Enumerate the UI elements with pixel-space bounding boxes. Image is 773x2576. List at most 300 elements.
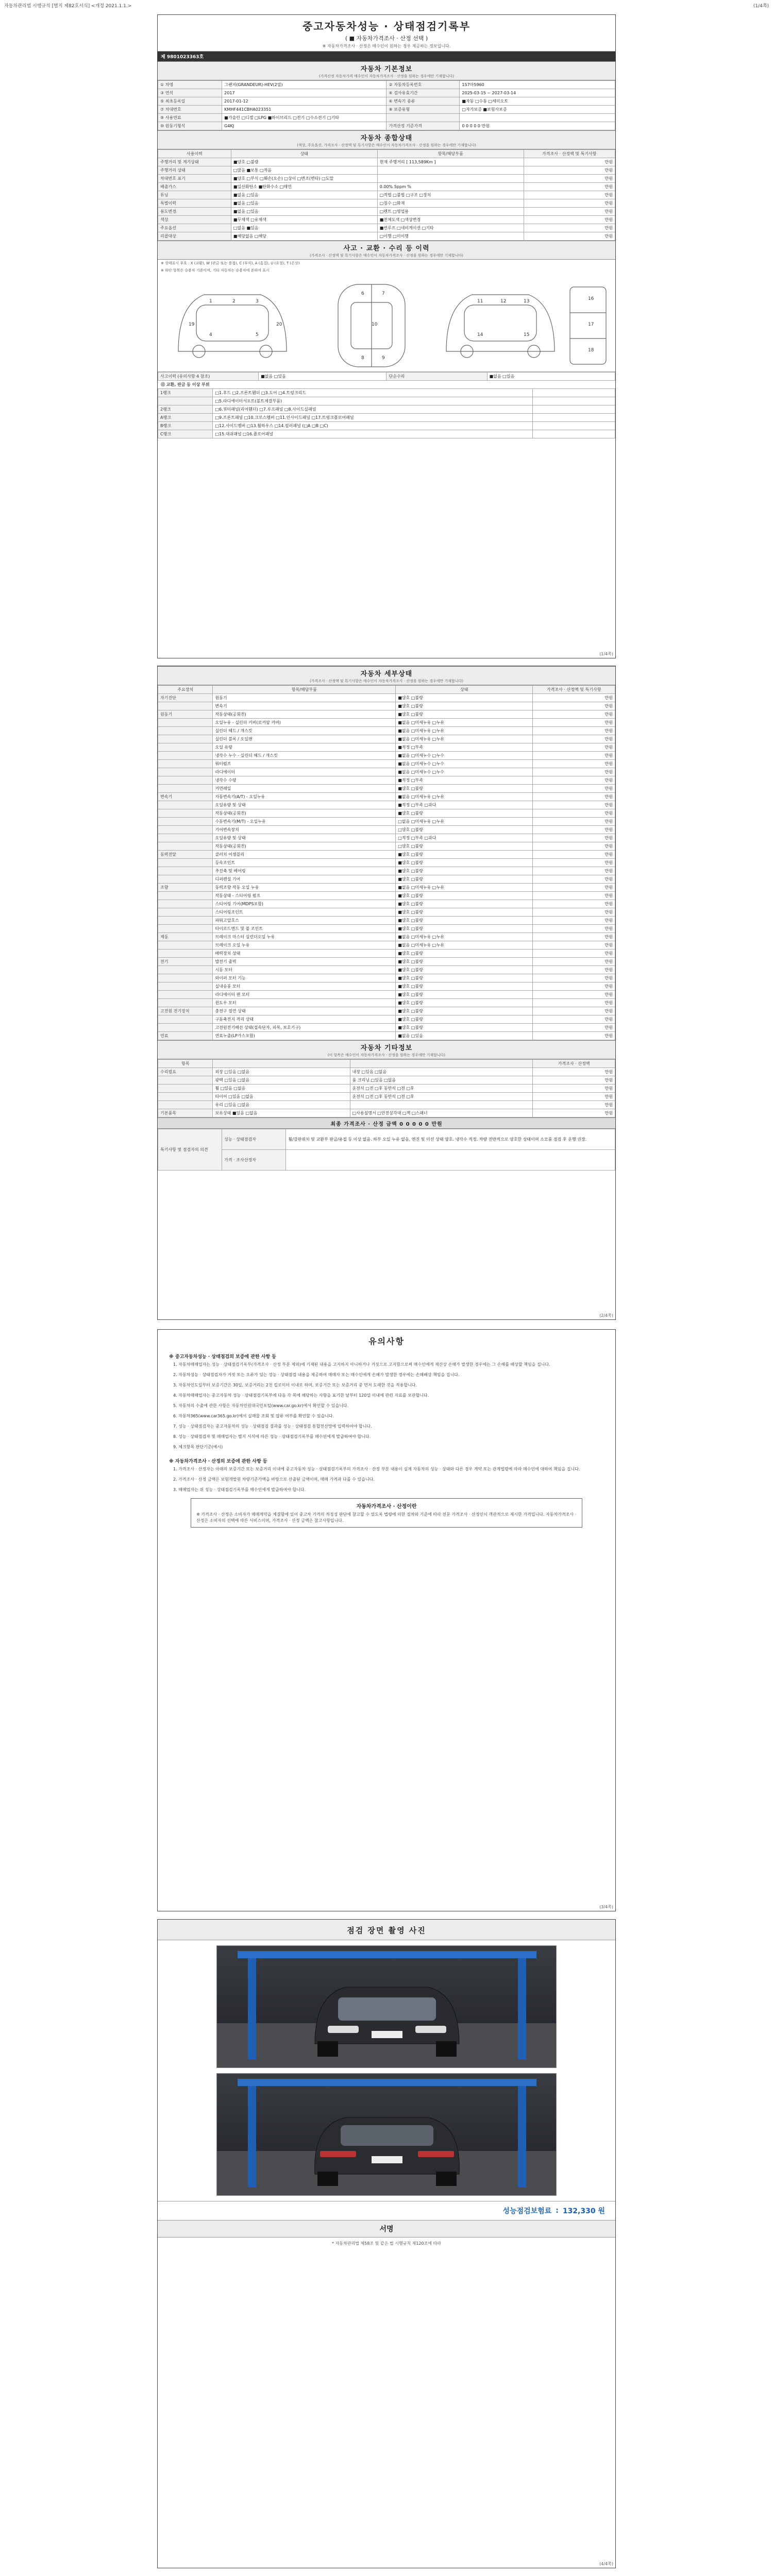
- price-cell: 만원: [533, 818, 615, 826]
- grade-parts: □6.쿼터패널(리어휀더) □7.루프패널 □8.사이드실패널: [213, 405, 533, 414]
- special-notes-row: [158, 1150, 615, 1171]
- status-cell: □적정 □부족 □과다: [396, 834, 533, 842]
- device-label: [158, 991, 213, 999]
- other-info-row: [158, 1109, 615, 1117]
- price-cell: 만원: [533, 859, 615, 867]
- device-label: [158, 950, 213, 958]
- item-label: 리콜대상: [158, 232, 231, 241]
- status-cell: ■적정 □부족 □과다: [396, 801, 533, 809]
- field-label: [386, 114, 460, 122]
- status-cell: ■무채색 □유채색: [231, 216, 377, 224]
- caution-paragraph: 2. 가격조사 · 산정 금액은 보험개발원 차량기준가액을 바탕으로 산출된 금액이며, 매매 가격과 다를 수 있습니다.: [173, 1477, 375, 1482]
- part-label: 발전기 출력: [213, 958, 396, 966]
- price-cell: 만원: [524, 166, 615, 175]
- detail-status-row: [158, 776, 615, 785]
- device-label: [158, 826, 213, 834]
- status-cell: ■양호 □불량: [396, 1007, 533, 1015]
- device-label: 조향: [158, 884, 213, 892]
- detail-status-row: [158, 752, 615, 760]
- price-cell: 만원: [533, 933, 615, 941]
- grade-parts: □5.라디에이터서포트(볼트체결부품): [213, 397, 533, 405]
- status-cell: ■양호 □불량: [396, 1015, 533, 1024]
- price-cell: 만원: [533, 1101, 615, 1109]
- grade-label: B랭크: [158, 422, 213, 430]
- damage-area-header: ⑫ 교환, 판금 등 이상 부위: [161, 382, 210, 387]
- status-cell: ■적정 □부족: [396, 776, 533, 785]
- page-number: (2/4쪽): [599, 1313, 613, 1318]
- item-label: 차대번호 표기: [158, 175, 231, 183]
- device-label: [158, 818, 213, 826]
- basic-info-table: [158, 80, 615, 130]
- price-cell: 만원: [533, 694, 615, 702]
- other-info-row: [158, 1076, 615, 1084]
- detail-status-row: [158, 735, 615, 743]
- status-cell: ■적정 □부족: [396, 743, 533, 752]
- price-cell: 만원: [533, 826, 615, 834]
- price-cell: 만원: [533, 1024, 615, 1032]
- status-cell: [377, 166, 524, 175]
- status-cell: ■썬루프 □네비게이션 □기타: [377, 224, 524, 232]
- damage-legend: ※ 상태표시 부호 : X (교환), W (판금 또는 용접), C (부식), A (흠집), U (요철), T (손상): [161, 261, 300, 265]
- price-cell: 만원: [524, 208, 615, 216]
- status-cell: □없음 ■있음: [231, 224, 377, 232]
- device-label: [158, 1015, 213, 1024]
- detail-status-row: [158, 859, 615, 867]
- diagram-part-number: 1: [209, 299, 212, 304]
- device-label: [158, 867, 213, 875]
- field-value: [460, 114, 615, 122]
- accident-history-title: 사고 · 교환 · 수리 등 이력: [343, 245, 430, 252]
- field-value: ■가솔린 □디젤 □LPG ■하이브리드 □전기 □수소전기 □기타: [222, 114, 386, 122]
- detail-status-row: [158, 851, 615, 859]
- damage-grade-row: [158, 414, 615, 422]
- grade-price: [533, 422, 615, 430]
- device-label: 전기: [158, 958, 213, 966]
- status-cell: ■양호 □불량: [396, 1024, 533, 1032]
- price-cell: 만원: [533, 966, 615, 974]
- column-header: [350, 1060, 533, 1068]
- item-label: 특별이력: [158, 199, 231, 208]
- caution-paragraph: 7. 성능 · 상태점검자는 중고자동차의 성능 · 상태점검 결과를 성능 · 상태점검 통합전산망에 입력하여야 합니다.: [173, 1424, 372, 1429]
- price-cell: 만원: [524, 232, 615, 241]
- part-label: 디퍼렌셜 기어: [213, 875, 396, 884]
- status-cell: ■없음 □미세누유 □누유: [396, 735, 533, 743]
- detail-status-row: [158, 785, 615, 793]
- device-label: [158, 743, 213, 752]
- car-outline-diagram: [158, 274, 615, 372]
- grade-price: [533, 430, 615, 438]
- price-cell: 만원: [533, 958, 615, 966]
- category-label: [158, 1093, 213, 1101]
- item-b: [350, 1101, 533, 1109]
- part-label: 냉각수 수량: [213, 776, 396, 785]
- basic-info-row: [158, 114, 615, 122]
- status-cell: ■양호 □불량: [396, 974, 533, 982]
- price-cell: 만원: [533, 834, 615, 842]
- part-label: 파워고압호스: [213, 917, 396, 925]
- status-cell: ■해당없음 □해당: [231, 232, 377, 241]
- caution-paragraph: 3. 자동차인도일부터 보증기간은 30일, 보증거리는 2천 킬로미터 이내로 하며, 보증기간 또는 보증거리 중 먼저 도래한 것을 적용합니다.: [173, 1383, 417, 1387]
- inspector-opinion: [286, 1150, 615, 1171]
- device-label: [158, 999, 213, 1007]
- overall-status-row: [158, 216, 615, 224]
- vehicle-damage-diagram: [158, 274, 615, 372]
- device-label: 변속기: [158, 793, 213, 801]
- status-cell: ■양호 □불량: [396, 694, 533, 702]
- status-cell: ■양호 □불량: [396, 702, 533, 710]
- detail-status-row: [158, 768, 615, 776]
- status-cell: ■양호 □불량: [231, 158, 377, 166]
- inspector-opinion: 휠/강판위치 및 교환부 판금/용접 등 이상 없음. 하부 오일 누유 없음, 엔진 및 미션 상태 양호. 냉각수 적정. 차량 전반적으로 양호한 상태이며 소모품 점검 후 운행 권장.: [286, 1129, 615, 1150]
- grade-label: 1랭크: [158, 389, 213, 397]
- part-label: 충전구 절연 상태: [213, 1007, 396, 1015]
- grade-price: [533, 397, 615, 405]
- price-cell: 만원: [533, 982, 615, 991]
- diagram-part-number: 9: [382, 355, 385, 361]
- status-cell: ■일산화탄소 ■탄화수소 □매연: [231, 183, 377, 191]
- page-number: (3/4쪽): [599, 1905, 613, 1909]
- detail-status-row: [158, 950, 615, 958]
- status-cell: ■없음 □미세누수 □누수: [396, 752, 533, 760]
- price-cell: 만원: [533, 719, 615, 727]
- device-label: [158, 801, 213, 809]
- status-cell: □렌트 □영업용: [377, 208, 524, 216]
- status-cell: ■없음 □미세누유 □누유: [396, 727, 533, 735]
- price-cell: 만원: [533, 900, 615, 908]
- detail-status-table: [158, 685, 615, 1040]
- part-label: 수동변속기(M/T) - 오일누유: [213, 818, 396, 826]
- part-label: 원동기: [213, 694, 396, 702]
- insurance-fee-row: 성능점검보험료 : 132,330 원: [158, 2201, 615, 2220]
- special-notes-label: 특기사항 및 점검자의 의견: [158, 1129, 222, 1171]
- field-label: ⑩ 원동기형식: [158, 122, 222, 130]
- part-label: 오일유량 및 상태: [213, 801, 396, 809]
- item-label: 주행거리 상태: [158, 166, 231, 175]
- status-cell: ■양호 □불량: [396, 991, 533, 999]
- device-label: [158, 982, 213, 991]
- price-cell: 만원: [524, 199, 615, 208]
- diagram-part-number: 4: [209, 332, 212, 337]
- grade-parts: □15.대쉬패널 □16.플로어패널: [213, 430, 533, 438]
- part-label: 오일 유량: [213, 743, 396, 752]
- caution-paragraph: 8. 성능 · 상태점검자 및 매매업자는 별지 서식에 따른 성능 · 상태점검기록부를 매수인에게 발급하여야 합니다.: [173, 1434, 371, 1439]
- damage-grade-row: [158, 405, 615, 414]
- caution-section-2-title: ※ 자동차가격조사 · 산정의 보증에 관한 사항 등: [169, 1459, 267, 1464]
- status-cell: ■없음 □있음: [231, 191, 377, 199]
- detail-status-row: [158, 1007, 615, 1015]
- diagram-part-number: 3: [256, 299, 259, 304]
- grade-parts: □12.사이드멤버 □13.휠하우스 □14.필러패널 (□A □B □C): [213, 422, 533, 430]
- status-cell: ■양호 □불량: [396, 958, 533, 966]
- price-cell: 만원: [524, 158, 615, 166]
- other-info-title: 자동차 기타정보: [360, 1044, 413, 1052]
- part-label: 실린더 블록 / 오일팬: [213, 735, 396, 743]
- part-label: 커먼레일: [213, 785, 396, 793]
- status-cell: ■양호 □불량: [396, 892, 533, 900]
- basic-info-row: [158, 97, 615, 106]
- price-explanation-text: ※ 가격조사 · 산정은 소비자가 매매계약을 체결함에 있어 중고차 가격의 적정성 판단에 참고할 수 있도록 법령에 의한 절차와 기준에 따라 전문 가격조사 · 산정인이 객관적으로 제시한 가격입니다. 자동차가격조사 · 산정은 소비자의 선택에 따른 서비스이며, 가격조사 · 산정 금액은 참고사항입니다.: [196, 1512, 577, 1523]
- price-cell: 만원: [533, 1015, 615, 1024]
- category-label: [158, 1101, 213, 1109]
- price-cell: 만원: [533, 776, 615, 785]
- field-value: 0 0 0 0 0 만원: [460, 122, 615, 130]
- price-cell: 만원: [524, 191, 615, 199]
- other-info-table: [158, 1059, 615, 1117]
- device-label: 자기진단: [158, 694, 213, 702]
- device-label: [158, 785, 213, 793]
- status-cell: ■없음 □미세누유 □누유: [396, 941, 533, 950]
- status-cell: □적법 □불법 □구조 □장치: [377, 191, 524, 199]
- damage-grade-row: [158, 430, 615, 438]
- detail-status-row: [158, 884, 615, 892]
- device-label: [158, 809, 213, 818]
- detail-status-row: [158, 917, 615, 925]
- status-cell: ■양호 □불량: [396, 867, 533, 875]
- part-label: 작동상태 - 스티어링 펌프: [213, 892, 396, 900]
- special-notes-table: [158, 1129, 615, 1171]
- price-cell: 만원: [533, 884, 615, 892]
- field-value: 157마5960: [460, 81, 615, 89]
- detail-status-row: [158, 974, 615, 982]
- status-cell: ■전체도색 □색상변경: [377, 216, 524, 224]
- overall-status-header: [158, 130, 615, 149]
- column-header: 항목: [158, 1060, 213, 1068]
- inspector-role: 성능 · 상태점검자: [222, 1129, 286, 1150]
- detail-status-row: [158, 908, 615, 917]
- device-label: [158, 842, 213, 851]
- detail-status-row: [158, 900, 615, 908]
- form-reference: 자동차관리법 시행규칙 [별지 제82호서식] <개정 2021.1.1.>: [4, 4, 132, 9]
- title-band: [158, 15, 615, 52]
- basic-info-row: [158, 122, 615, 130]
- part-label: 동력조향 작동 오일 누유: [213, 884, 396, 892]
- column-header: 사용이력: [158, 150, 231, 158]
- diagram-part-number: 12: [500, 299, 507, 304]
- item-a: 광택 □있음 □없음: [213, 1076, 350, 1084]
- inspector-role: 가격 · 조사산정자: [222, 1150, 286, 1171]
- insurance-fee-label: 성능점검보험료: [502, 2207, 552, 2215]
- diagram-part-number: 6: [361, 291, 364, 296]
- basic-info-header: [158, 61, 615, 80]
- overall-status-note: (색상, 주요옵션, 가격조사 · 산정액 및 특기사항은 매수인이 자동차가격조사 · 산정을 원하는 경우에만 기재합니다): [297, 143, 476, 147]
- page-4: [157, 1919, 616, 2568]
- device-label: [158, 727, 213, 735]
- detail-status-row: [158, 1024, 615, 1032]
- field-value: 2017-01-12: [222, 97, 386, 106]
- price-cell: 만원: [533, 842, 615, 851]
- document-title: 중고자동차성능 · 상태점검기록부: [302, 20, 470, 32]
- caution-paragraph: 4. 자동차매매업자는 중고자동차 성능 · 상태점검기록부에 다음 각 목에 해당하는 사항을 표기한 날부터 120일 이내에 관련 자료를 보관합니다.: [173, 1393, 429, 1398]
- category-label: [158, 1084, 213, 1093]
- detail-status-row: [158, 958, 615, 966]
- price-cell: 만원: [533, 1076, 615, 1084]
- status-cell: ■양호 □불량: [396, 875, 533, 884]
- caution-paragraph: 3. 매매업자는 위 성능 · 상태점검기록부를 매수인에게 발급하여야 합니다.: [173, 1487, 306, 1492]
- price-cell: 만원: [533, 752, 615, 760]
- field-label: ① 차명: [158, 81, 222, 89]
- diagram-part-number: 16: [588, 296, 594, 301]
- detail-status-row: [158, 743, 615, 752]
- detail-status-row: [158, 966, 615, 974]
- caution-paragraph: 1. 가격조사 · 산정자는 아래의 보증기간 또는 보증거리 이내에 중고자동차 성능 · 상태점검기록부의 가격조사 · 산정 부분 내용이 실제 자동차의 성능 · 상태와 다른 경우 계약 또는 관계법령에 따라 매수인에 대하여 책임을 집니다.: [173, 1467, 580, 1471]
- detail-status-row: [158, 834, 615, 842]
- status-cell: □침수 □화재: [377, 199, 524, 208]
- device-label: [158, 941, 213, 950]
- category-label: 기본품목: [158, 1109, 213, 1117]
- grade-label: [158, 397, 213, 405]
- document-number: 제 9801023363호: [158, 52, 615, 61]
- status-cell: ■없음 □있음: [231, 199, 377, 208]
- accident-summary-table: [158, 372, 615, 381]
- price-cell: 만원: [524, 224, 615, 232]
- grade-price: [533, 389, 615, 397]
- grade-price: [533, 414, 615, 422]
- device-label: 연료: [158, 1032, 213, 1040]
- part-label: 추진축 및 베어링: [213, 867, 396, 875]
- damage-grade-row: [158, 422, 615, 430]
- field-label: 가격산정 기준가격: [386, 122, 460, 130]
- accident-value: ■없음 □있음: [259, 372, 386, 381]
- overall-status-title: 자동차 종합상태: [360, 134, 413, 142]
- device-label: [158, 892, 213, 900]
- signature-note: * 자동차관리법 제58조 및 같은 법 시행규칙 제120조에 따라: [331, 2241, 442, 2246]
- device-label: [158, 768, 213, 776]
- device-label: [158, 908, 213, 917]
- damage-grade-row: [158, 389, 615, 397]
- caution-paragraph: 1. 자동차매매업자는 성능 · 상태점검기록부(가격조사 · 산정 부분 제외)에 기재된 내용을 고지하지 아니하거나 거짓으로 고지함으로써 매수인에게 재산상 손해가 발생한 경우에는 그 손해를 배상할 책임을 집니다.: [173, 1362, 550, 1367]
- item-b: 운전석 □전 □후 동반석 □전 □후: [350, 1084, 533, 1093]
- field-label: ⑤ 최초등록일: [158, 97, 222, 106]
- caution-paragraph: 9. 체크항목 판단기준(예시): [173, 1445, 223, 1449]
- detail-status-row: [158, 1032, 615, 1040]
- detail-status-title: 자동차 세부상태: [360, 670, 413, 678]
- part-label: 자동변속기(A/T) - 오일누유: [213, 793, 396, 801]
- price-cell: 만원: [533, 908, 615, 917]
- item-b: 내장 □있음 □없음: [350, 1068, 533, 1076]
- device-label: [158, 875, 213, 884]
- detail-status-row: [158, 793, 615, 801]
- column-header: 항목/해당부품: [213, 686, 396, 694]
- price-cell: 만원: [533, 851, 615, 859]
- status-cell: ■없음 □있음: [231, 208, 377, 216]
- detail-status-row: [158, 710, 615, 719]
- price-cell: 만원: [533, 735, 615, 743]
- page-number: (4/4쪽): [599, 2562, 613, 2566]
- overall-status-row: [158, 208, 615, 216]
- field-label: ④ 검사유효기간: [386, 89, 460, 97]
- price-cell: 만원: [524, 183, 615, 191]
- category-label: [158, 1076, 213, 1084]
- part-label: 오일유량 및 상태: [213, 834, 396, 842]
- item-b: 운전석 □전 □후 동반석 □전 □후: [350, 1093, 533, 1101]
- part-label: 실내송풍 모터: [213, 982, 396, 991]
- price-cell: 만원: [524, 175, 615, 183]
- part-label: 오일누유 - 실린더 커버(로커암 커버): [213, 719, 396, 727]
- price-cell: 만원: [533, 809, 615, 818]
- detail-status-row: [158, 702, 615, 710]
- detail-status-row: [158, 818, 615, 826]
- damage-legend-2: ※ 하단 항목은 승용차 기준이며, 기타 자동차는 승용차에 준하여 표시: [161, 268, 270, 273]
- item-label: 주행거리 및 계기상태: [158, 158, 231, 166]
- part-label: 라디에이터 팬 모터: [213, 991, 396, 999]
- grade-parts: □9.프론트패널 □10.크로스멤버 □11.인사이드패널 □17.트렁크플로어패널: [213, 414, 533, 422]
- final-price-header: [158, 1117, 615, 1129]
- part-label: 스티어링조인트: [213, 908, 396, 917]
- detail-status-row: [158, 982, 615, 991]
- price-cell: 만원: [533, 925, 615, 933]
- field-value: 2025-03-15 ~ 2027-03-14: [460, 89, 615, 97]
- document-subtitle: ( ■ 자동차가격조사 · 산정 선택 ): [345, 35, 428, 42]
- inspection-photo-rear: [216, 2073, 557, 2196]
- diagram-part-number: 10: [372, 322, 378, 327]
- status-cell: □많음 ■보통 □적음: [231, 166, 377, 175]
- grade-label: A랭크: [158, 414, 213, 422]
- inspection-photo-title: 점검 장면 촬영 사진: [158, 1920, 615, 1940]
- status-cell: ■없음 □미세누유 □누유: [396, 719, 533, 727]
- field-value: KMHF441CBHA023351: [222, 106, 386, 114]
- field-label: ⑦ 차대번호: [158, 106, 222, 114]
- status-cell: □없음 □미세누유 □누유: [396, 818, 533, 826]
- price-explanation-box: [191, 1498, 582, 1528]
- price-cell: 만원: [533, 974, 615, 982]
- column-header: 가격조사 · 산정액 및 특기사항: [533, 686, 615, 694]
- diagram-part-number: 20: [276, 322, 282, 327]
- caution-paragraph: 6. 자동차365(www.car365.go.kr)에서 실매물 조회 및 압류 여부를 확인할 수 있습니다.: [173, 1414, 334, 1418]
- price-cell: 만원: [533, 867, 615, 875]
- device-label: [158, 735, 213, 743]
- grade-price: [533, 405, 615, 414]
- overall-status-row: [158, 224, 615, 232]
- field-value: G4KJ: [222, 122, 386, 130]
- device-label: [158, 760, 213, 768]
- column-header: 항목/해당부품: [377, 150, 524, 158]
- grade-parts: □1.후드 □2.프론트휀더 □3.도어 □4.트렁크리드: [213, 389, 533, 397]
- detail-status-row: [158, 991, 615, 999]
- price-cell: 만원: [533, 991, 615, 999]
- part-label: 워터펌프: [213, 760, 396, 768]
- accident-history-note: (가격조사 · 산정액 및 특기사항은 매수인이 자동차가격조사 · 산정을 원하는 경우에만 기재합니다): [309, 253, 464, 258]
- status-cell: ■없음 □미세누수 □누수: [396, 760, 533, 768]
- status-cell: □양호 □불량: [396, 826, 533, 834]
- status-cell: ■양호 □불량: [396, 917, 533, 925]
- basic-info-row: [158, 89, 615, 97]
- caution-paragraph: 2. 자동차성능 · 상태점검자가 거짓 또는 오류가 있는 성능 · 상태점검 내용을 제공하여 매매자 또는 매수인에게 손해가 발생한 경우에는 손해배상 책임을 집니다.: [173, 1372, 460, 1377]
- part-label: 작동상태(공회전): [213, 710, 396, 719]
- status-cell: ■양호 □불량: [396, 809, 533, 818]
- part-label: 배력장치 상태: [213, 950, 396, 958]
- status-cell: □이행 □미이행: [377, 232, 524, 241]
- device-label: 고전원 전기장치: [158, 1007, 213, 1015]
- price-cell: 만원: [533, 710, 615, 719]
- caution-title: 유의사항: [368, 1336, 405, 1346]
- special-notes-row: [158, 1129, 615, 1150]
- field-value: 2017: [222, 89, 386, 97]
- device-label: [158, 925, 213, 933]
- overall-status-row: [158, 191, 615, 199]
- other-info-note: (이 항목은 매수인이 자동차가격조사 · 산정을 원하는 경우에만 기재합니다): [327, 1053, 446, 1057]
- device-label: [158, 1024, 213, 1032]
- overall-status-row: [158, 183, 615, 191]
- price-cell: 만원: [533, 1068, 615, 1076]
- diagram-part-number: 8: [361, 355, 364, 361]
- page-1: [157, 14, 616, 658]
- detail-status-row: [158, 719, 615, 727]
- price-cell: 만원: [533, 941, 615, 950]
- page-number: (1/4쪽): [599, 652, 613, 656]
- part-label: 냉각수 누수 - 실린더 헤드 / 개스킷: [213, 752, 396, 760]
- part-label: 연료누출(LP가스포함): [213, 1032, 396, 1040]
- part-label: 윈도우 모터: [213, 999, 396, 1007]
